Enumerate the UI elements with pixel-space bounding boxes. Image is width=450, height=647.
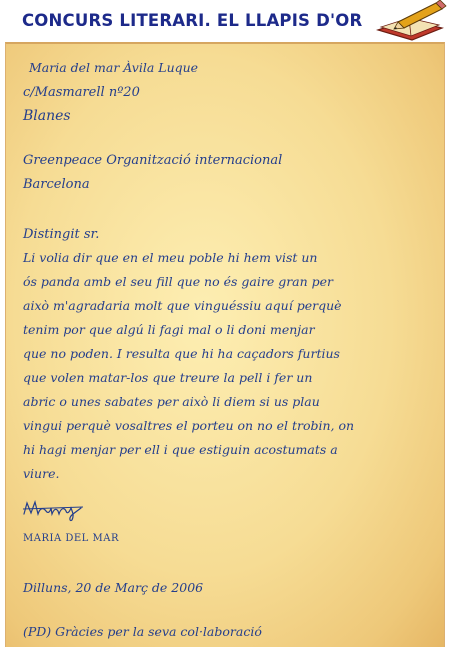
body-line: hi hagi menjar per ell i que estiguin acostumats a [23,442,338,457]
body-line: ós panda amb el seu fill que no és gaire gran per [23,274,334,289]
body-line: viure. [23,466,60,481]
body-line: tenim por que algú li fagi mal o li doni menjar [23,322,315,337]
letter-paper [5,42,445,647]
body-line: Li volia dir que en el meu poble hi hem vist un [23,250,318,265]
recipient-org: Greenpeace Organització internacional [23,153,283,168]
sender-city: Blanes [23,108,71,124]
sender-street: c/Masmarell nº20 [23,85,140,100]
contest-title: CONCURS LITERARI. EL LLAPIS D'OR [22,11,363,30]
recipient-city: Barcelona [23,177,90,192]
body-line: vingui perquè vosaltres el porteu on no el trobin, on [23,418,355,433]
handwritten-signature [21,496,91,522]
body-line: abric o unes sabates per això li diem si us plau [23,394,320,409]
sender-name: Maria del mar Àvila Luque [29,60,199,75]
page-header [0,0,450,42]
body-line: que no poden. I resulta que hi ha caçadors furtius [23,346,340,361]
signature-print: MARIA DEL MAR [23,533,119,544]
book-and-pencil-icon [372,0,450,42]
body-line: que volen matar-los que treure la pell i fer un [23,370,313,385]
letter-date: Dilluns, 20 de Març de 2006 [23,580,204,595]
salutation: Distingit sr. [23,227,100,242]
postscript: (PD) Gràcies per la seva col·laboració [23,624,262,639]
body-line: això m'agradaria molt que vinguéssiu aquí perquè [23,298,342,313]
